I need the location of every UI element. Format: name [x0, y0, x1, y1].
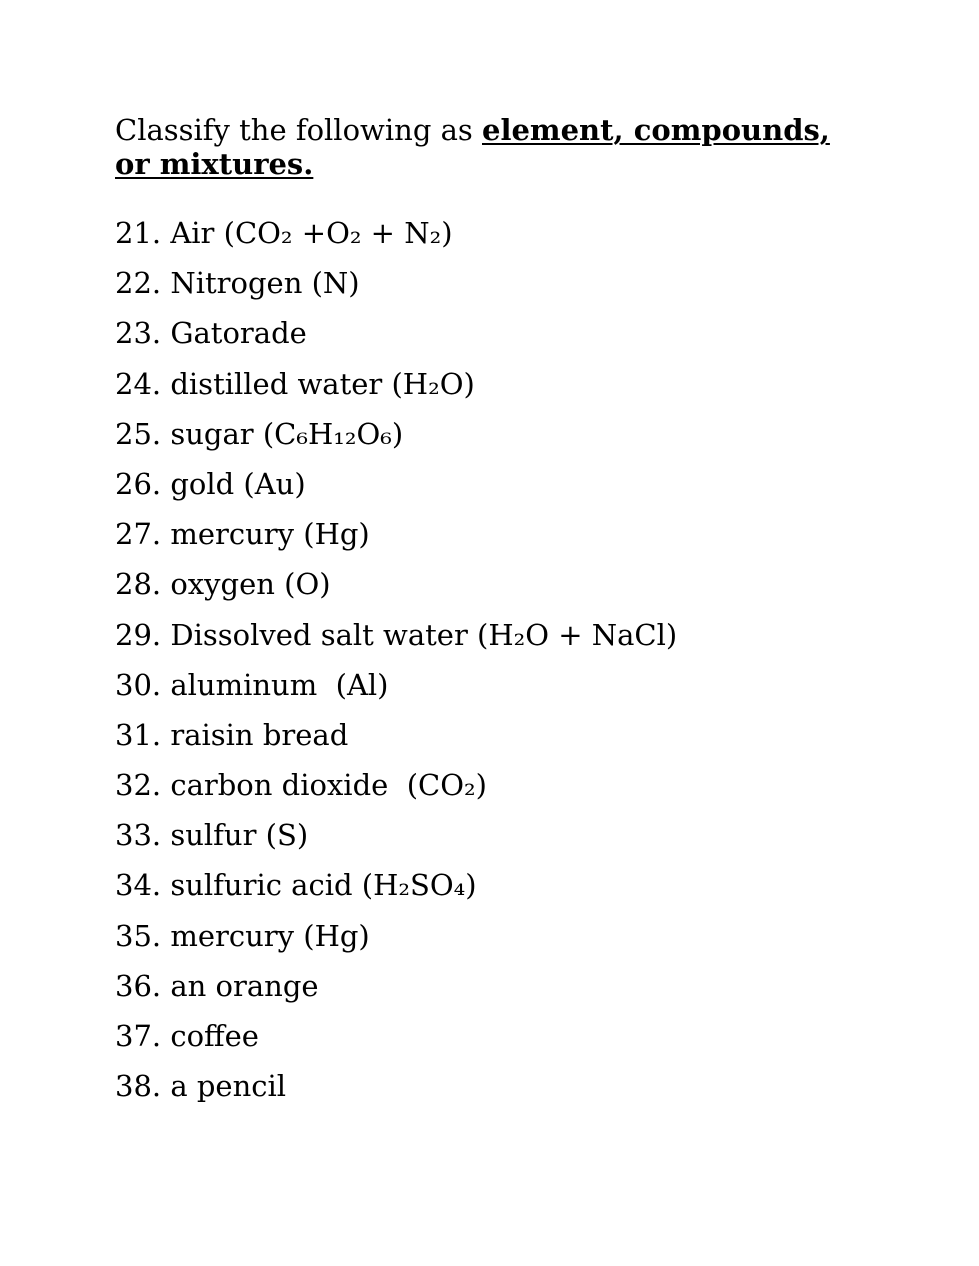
question-item: [115, 265, 677, 315]
question-number: 33.: [115, 818, 162, 853]
question-number: 37.: [115, 1019, 162, 1053]
question-text: distilled water (H₂O): [170, 366, 475, 401]
question-number: 34.: [115, 868, 162, 903]
question-number: 24.: [115, 366, 162, 401]
question-number: 27.: [115, 517, 162, 552]
worksheet-page: [115, 113, 875, 1104]
question-text: sulfur (S): [170, 818, 309, 853]
question-number: 31.: [115, 717, 162, 752]
question-text: carbon dioxide (CO₂): [170, 768, 487, 803]
question-text: Gatorade: [170, 316, 307, 351]
question-item: [115, 817, 677, 867]
question-number: 26.: [115, 466, 162, 501]
question-item: [115, 968, 677, 1018]
question-number: 36.: [115, 968, 162, 1003]
question-item: [115, 315, 677, 365]
instructions-prefix: Classify the following as: [115, 113, 482, 147]
question-item: [115, 1068, 677, 1118]
question-item: [115, 617, 677, 667]
question-text: mercury (Hg): [170, 918, 370, 953]
question-text: sugar (C₆H₁₂O₆): [170, 416, 404, 451]
question-number: 29.: [115, 617, 162, 652]
question-text: an orange: [170, 968, 319, 1003]
question-number: 21.: [115, 216, 162, 250]
question-item: [115, 867, 677, 917]
question-text: aluminum (Al): [170, 667, 389, 702]
question-number: 30.: [115, 667, 162, 702]
question-number: 25.: [115, 416, 162, 451]
question-text: gold (Au): [170, 466, 306, 501]
question-text: oxygen (O): [170, 567, 331, 602]
question-number: 32.: [115, 768, 162, 803]
question-item: [115, 466, 677, 516]
question-number: 28.: [115, 567, 162, 602]
question-item: [115, 767, 677, 817]
question-text: raisin bread: [170, 717, 349, 752]
question-text: mercury (Hg): [170, 517, 370, 552]
question-item: [115, 215, 677, 265]
question-item: [115, 366, 677, 416]
question-text: Nitrogen (N): [170, 266, 360, 301]
question-item: [115, 516, 677, 566]
question-item: [115, 416, 677, 466]
question-text: coffee: [170, 1019, 259, 1053]
question-number: 35.: [115, 918, 162, 953]
question-item: [115, 667, 677, 717]
question-text: Air (CO₂ +O₂ + N₂): [170, 216, 453, 250]
question-item: [115, 717, 677, 767]
question-number: 38.: [115, 1069, 162, 1104]
instructions: [115, 113, 855, 181]
question-number: 23.: [115, 316, 162, 351]
question-item: [115, 1018, 677, 1068]
question-text: sulfuric acid (H₂SO₄): [170, 868, 477, 903]
question-item: [115, 918, 677, 968]
question-number: 22.: [115, 266, 162, 301]
question-item: [115, 566, 677, 616]
question-text: a pencil: [170, 1069, 287, 1104]
instructions-emphasis: element, compounds, or mixtures.: [115, 113, 830, 181]
question-text: Dissolved salt water (H₂O + NaCl): [170, 617, 678, 652]
question-list: [115, 215, 677, 1118]
